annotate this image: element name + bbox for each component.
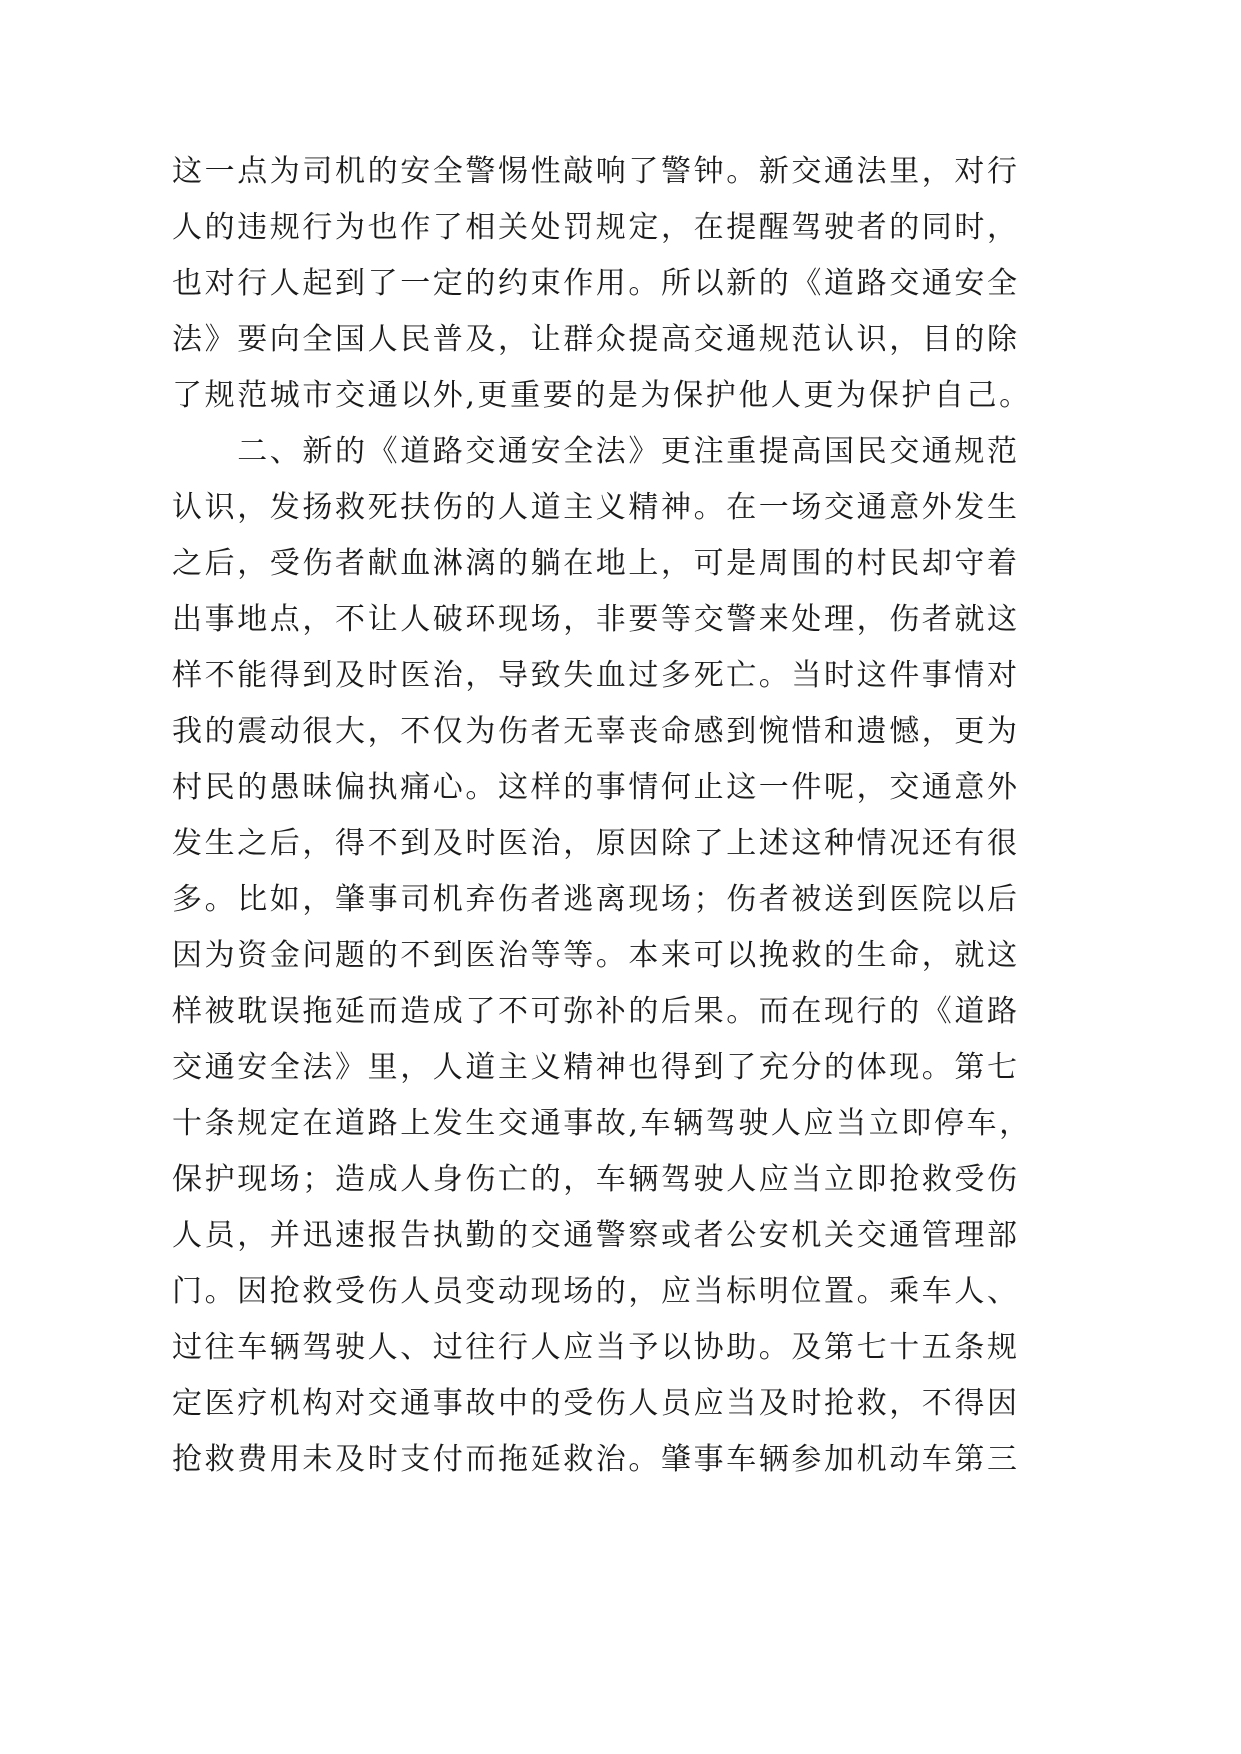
text-line: 了规范城市交通以外,更重要的是为保护他人更为保护自己。	[172, 378, 1032, 413]
text-line: 十条规定在道路上发生交通事故,车辆驾驶人应当立即停车，	[172, 1106, 1032, 1141]
text-line: 村民的愚昧偏执痛心。这样的事情何止这一件呢，交通意外	[172, 770, 1020, 805]
body-text	[172, 144, 1032, 1488]
text-line: 保护现场；造成人身伤亡的，车辆驾驶人应当立即抢救受伤	[172, 1162, 1020, 1197]
text-line: 出事地点，不让人破环现场，非要等交警来处理，伤者就这	[172, 602, 1020, 637]
text-line: 法》要向全国人民普及，让群众提高交通规范认识，目的除	[172, 322, 1020, 357]
text-line: 人的违规行为也作了相关处罚规定，在提醒驾驶者的同时，	[172, 210, 1020, 245]
text-line: 定医疗机构对交通事故中的受伤人员应当及时抢救，不得因	[172, 1386, 1020, 1421]
text-line: 抢救费用未及时支付而拖延救治。肇事车辆参加机动车第三	[172, 1442, 1020, 1477]
text-line: 交通安全法》里，人道主义精神也得到了充分的体现。第七	[172, 1050, 1020, 1085]
text-line: 也对行人起到了一定的约束作用。所以新的《道路交通安全	[172, 266, 1020, 301]
text-line: 样不能得到及时医治，导致失血过多死亡。当时这件事情对	[172, 658, 1020, 693]
text-line: 多。比如，肇事司机弃伤者逃离现场；伤者被送到医院以后	[172, 882, 1020, 917]
text-line: 门。因抢救受伤人员变动现场的，应当标明位置。乘车人、	[172, 1274, 1020, 1309]
text-line: 发生之后，得不到及时医治，原因除了上述这种情况还有很	[172, 826, 1020, 861]
text-line: 人员，并迅速报告执勤的交通警察或者公安机关交通管理部	[172, 1218, 1020, 1253]
text-line: 过往车辆驾驶人、过往行人应当予以协助。及第七十五条规	[172, 1330, 1020, 1365]
text-line: 之后，受伤者献血淋漓的躺在地上，可是周围的村民却守着	[172, 546, 1020, 581]
section-heading-line: 二、新的《道路交通安全法》更注重提高国民交通规范	[172, 434, 1020, 469]
text-line: 因为资金问题的不到医治等等。本来可以挽救的生命，就这	[172, 938, 1020, 973]
text-line: 样被耽误拖延而造成了不可弥补的后果。而在现行的《道路	[172, 994, 1020, 1029]
text-line: 我的震动很大，不仅为伤者无辜丧命感到惋惜和遗憾，更为	[172, 714, 1020, 749]
text-line: 认识，发扬救死扶伤的人道主义精神。在一场交通意外发生	[172, 490, 1020, 525]
text-line: 这一点为司机的安全警惕性敲响了警钟。新交通法里，对行	[172, 154, 1020, 189]
